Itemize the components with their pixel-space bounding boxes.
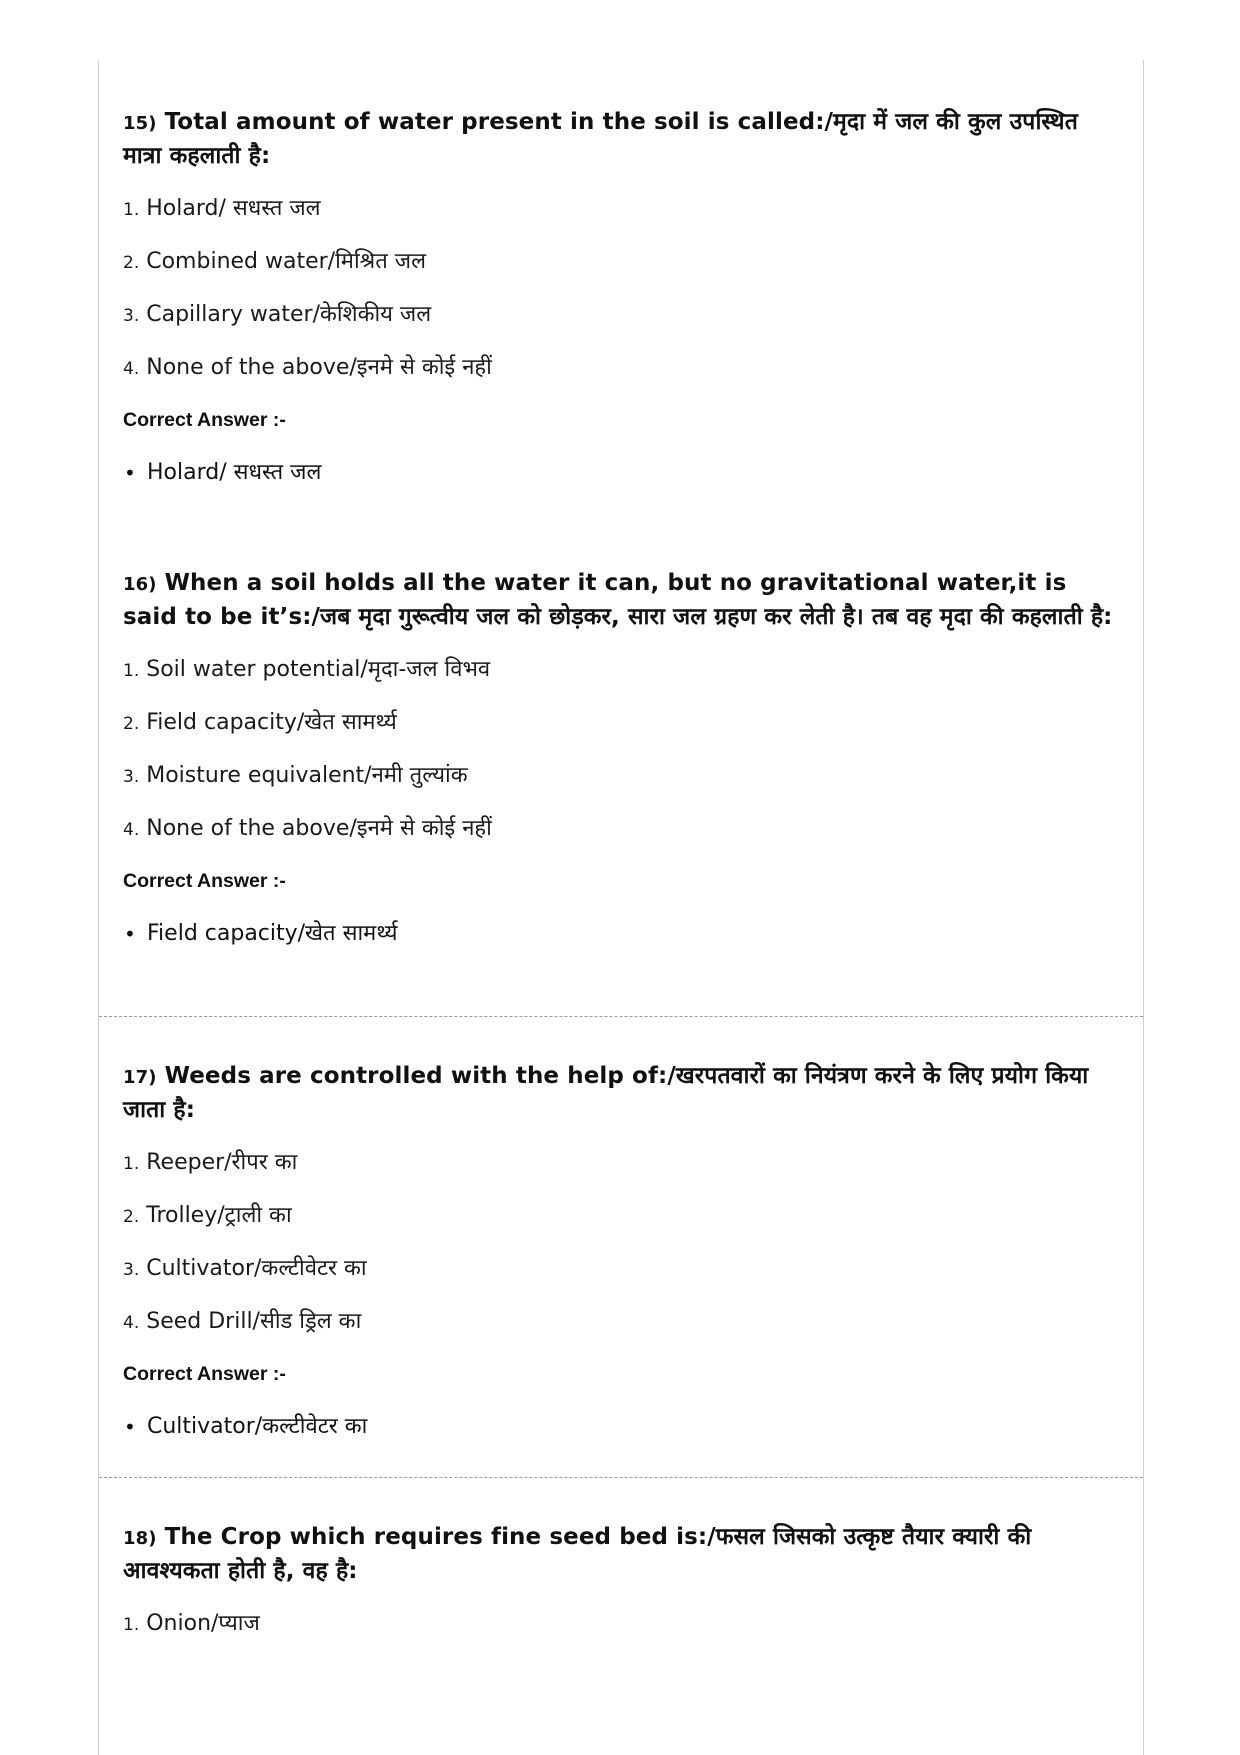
option-number: 2.: [123, 1207, 140, 1227]
correct-answer: [123, 458, 1123, 488]
option-text: Reeper/रीपर का: [146, 1150, 298, 1175]
option-number: 3.: [123, 767, 140, 787]
option-1: [123, 1609, 1123, 1639]
options-list: [123, 1148, 1123, 1337]
option-4: [123, 353, 1123, 383]
answer-text: Holard/ सधस्त जल: [147, 460, 322, 485]
option-4: [123, 1307, 1123, 1337]
option-1: [123, 1148, 1123, 1178]
section-divider: [99, 1016, 1143, 1017]
question-text: Total amount of water present in the soil is called:/मृदा में जल की कुल उपस्थित मात्रा कहलाती है:: [123, 109, 1078, 169]
correct-answer: [123, 919, 1123, 949]
option-1: [123, 655, 1123, 685]
options-list: [123, 194, 1123, 383]
option-2: [123, 247, 1123, 277]
answer-list: [123, 919, 1123, 949]
option-4: [123, 814, 1123, 844]
option-text: Onion/प्याज: [146, 1611, 260, 1636]
question-number: 18): [123, 1528, 157, 1549]
option-number: 1.: [123, 1615, 140, 1635]
option-number: 2.: [123, 714, 140, 734]
option-number: 2.: [123, 253, 140, 273]
question-15: [123, 106, 1123, 488]
option-2: [123, 708, 1123, 738]
option-text: Field capacity/खेत सामर्थ्य: [146, 710, 397, 735]
answer-text: Field capacity/खेत सामर्थ्य: [147, 921, 398, 946]
answer-list: [123, 458, 1123, 488]
bullet-icon: •: [124, 461, 136, 485]
section-divider: [99, 1477, 1143, 1478]
option-text: Seed Drill/सीड ड्रिल का: [146, 1309, 362, 1334]
question-number: 17): [123, 1067, 157, 1088]
option-3: [123, 300, 1123, 330]
question-number: 15): [123, 113, 157, 134]
option-number: 1.: [123, 200, 140, 220]
question-title: [123, 1060, 1123, 1126]
option-text: Soil water potential/मृदा-जल विभव: [146, 657, 491, 682]
question-title: [123, 567, 1123, 633]
document-page: [98, 60, 1144, 1755]
option-number: 3.: [123, 1260, 140, 1280]
option-text: Combined water/मिश्रित जल: [146, 249, 426, 274]
option-text: Cultivator/कल्टीवेटर का: [146, 1256, 367, 1281]
correct-answer-label: Correct Answer :-: [123, 1363, 286, 1385]
question-text: The Crop which requires fine seed bed is:/फसल जिसको उत्कृष्ट तैयार क्यारी की आवश्यकता होती है, वह है:: [123, 1524, 1032, 1584]
option-text: None of the above/इनमे से कोई नहीं: [146, 816, 492, 841]
option-number: 4.: [123, 820, 140, 840]
option-number: 3.: [123, 306, 140, 326]
question-text: When a soil holds all the water it can, but no gravitational water,it is said to be it’s:/जब मृदा गुरूत्वीय जल को छोड़कर, सारा जल ग्रहण कर लेती है। तब वह मृदा की कहलाती है:: [123, 570, 1113, 630]
question-17: [123, 1060, 1123, 1442]
question-number: 16): [123, 574, 157, 595]
answer-list: [123, 1412, 1123, 1442]
options-list: [123, 1609, 1123, 1639]
correct-answer-label: Correct Answer :-: [123, 870, 286, 892]
question-18: [123, 1521, 1123, 1662]
option-text: Moisture equivalent/नमी तुल्यांक: [146, 763, 468, 788]
option-text: Capillary water/केशिकीय जल: [146, 302, 432, 327]
bullet-icon: •: [124, 922, 136, 946]
option-number: 4.: [123, 1313, 140, 1333]
option-1: [123, 194, 1123, 224]
correct-answer: [123, 1412, 1123, 1442]
question-text: Weeds are controlled with the help of:/खरपतवारों का नियंत्रण करने के लिए प्रयोग किया जाता है:: [123, 1063, 1089, 1123]
option-text: None of the above/इनमे से कोई नहीं: [146, 355, 492, 380]
question-16: [123, 567, 1123, 949]
option-text: Holard/ सधस्त जल: [146, 196, 321, 221]
question-title: [123, 1521, 1123, 1587]
option-number: 1.: [123, 1154, 140, 1174]
option-3: [123, 761, 1123, 791]
option-2: [123, 1201, 1123, 1231]
answer-text: Cultivator/कल्टीवेटर का: [147, 1414, 368, 1439]
correct-answer-label: Correct Answer :-: [123, 409, 286, 431]
option-text: Trolley/ट्राली का: [146, 1203, 292, 1228]
question-title: [123, 106, 1123, 172]
option-3: [123, 1254, 1123, 1284]
option-number: 4.: [123, 359, 140, 379]
option-number: 1.: [123, 661, 140, 681]
options-list: [123, 655, 1123, 844]
bullet-icon: •: [124, 1415, 136, 1439]
